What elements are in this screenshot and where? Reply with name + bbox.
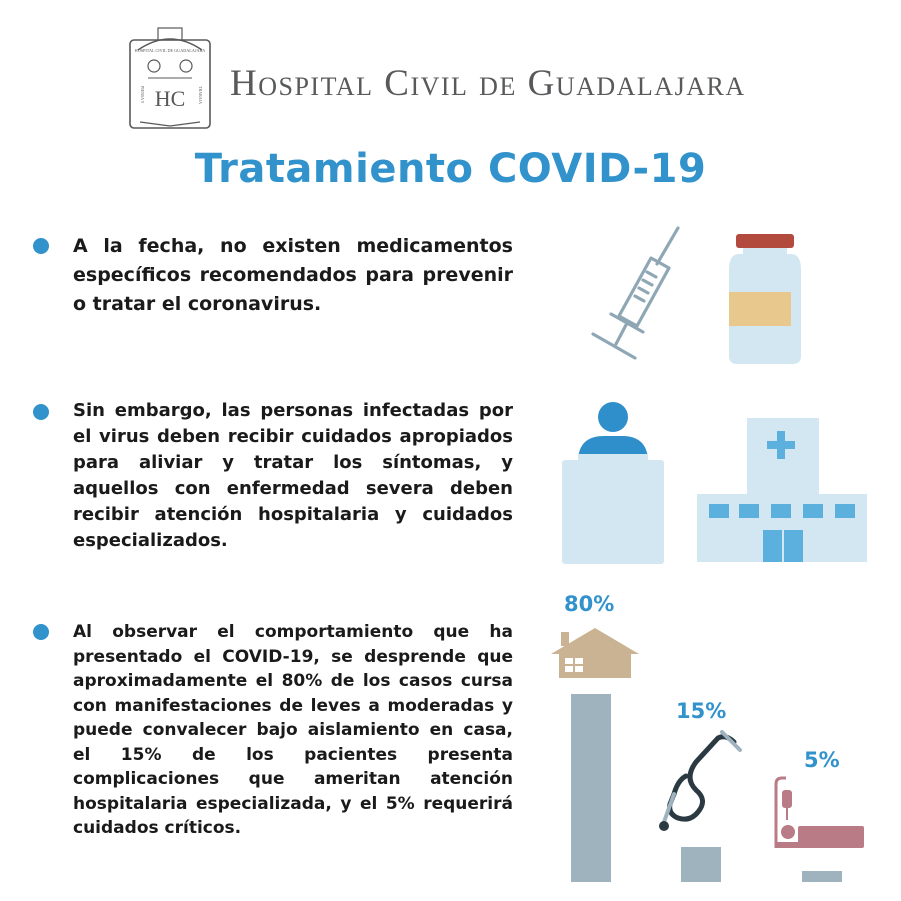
paragraph-statistics: Al observar el comportamiento que ha presentado el COVID-19, se desprende que aproximadamente el 80% de los casos cursa con manifestaciones de leves a moderadas y puede convalecer bajo aislamiento en casa, el 15% de los pacientes presenta complicaciones que ameritan atención hospitalaria especializada, y el 5% requerirá cuidados críticos. <box>73 622 513 838</box>
bullet-point <box>33 624 49 640</box>
seal-left-motto: PIENSA Y <box>140 86 145 104</box>
medicine-bottle-icon <box>727 232 803 366</box>
bullet-point <box>33 238 49 254</box>
house-icon <box>549 626 641 678</box>
page-title: Tratamiento COVID-19 <box>194 146 707 192</box>
bullet-point <box>33 404 49 420</box>
hospital-bed-icon <box>772 776 866 852</box>
paragraph-medication: A la fecha, no existen medicamentos específicos recomendados para prevenir o tratar el coronavirus. <box>73 235 513 315</box>
percent-label-hospital: 15% <box>676 699 727 723</box>
seal-monogram: HC <box>154 86 186 111</box>
hospital-seal-logo <box>128 26 212 130</box>
hospital-icon <box>695 416 869 564</box>
hospital-name: Hospital Civil de Guadalajara <box>230 63 746 104</box>
percent-label-home: 80% <box>564 592 615 616</box>
syringe-icon <box>585 222 685 368</box>
bar-critical-care <box>802 871 842 882</box>
percent-label-critical: 5% <box>804 748 840 772</box>
bar-home-isolation <box>571 694 611 882</box>
bar-hospital-care <box>681 847 721 882</box>
seal-text: HOSPITAL CIVIL DE GUADALAJARA <box>134 48 206 53</box>
seal-right-motto: TRABAJA <box>198 86 203 105</box>
paragraph-care: Sin embargo, las personas infectadas por el virus deben recibir cuidados apropiados para aliviar y tratar los síntomas, y aquellos con enfermedad severa deben recibir atención hospitalaria y cuidados especializados. <box>73 400 513 551</box>
stethoscope-icon <box>656 728 744 836</box>
patient-icon <box>560 400 666 566</box>
